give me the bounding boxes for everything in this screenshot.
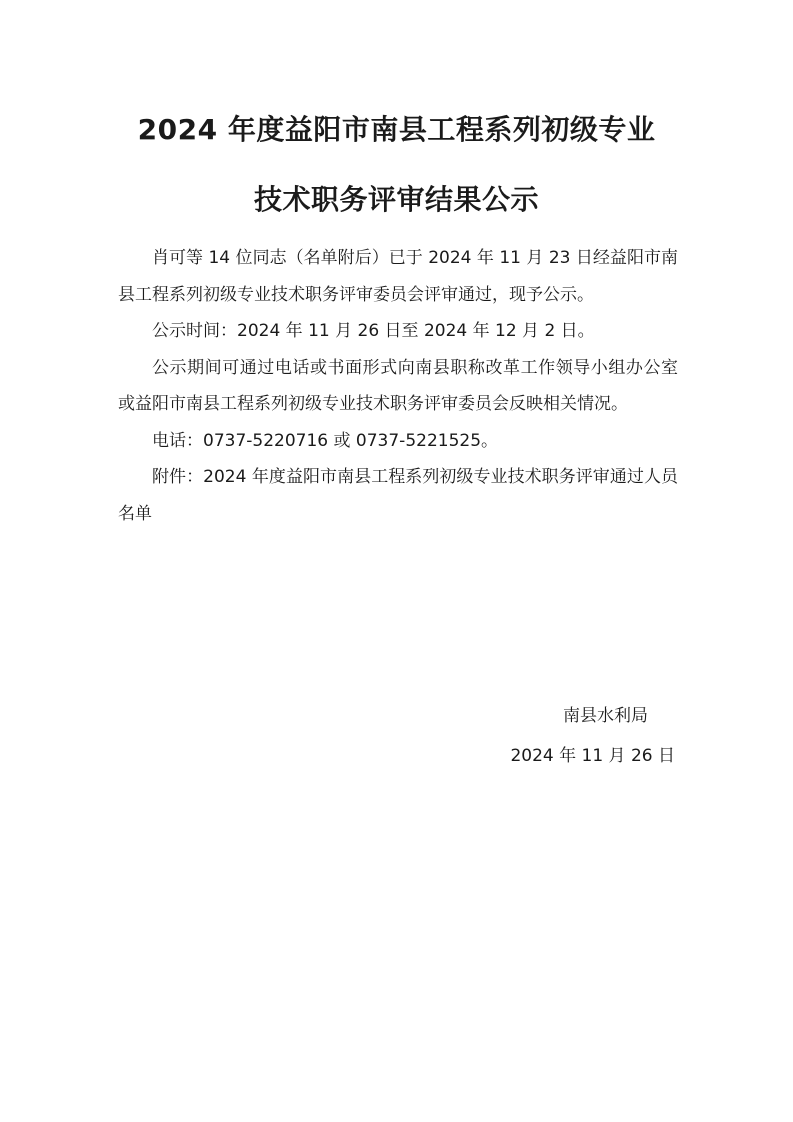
paragraph-publicity-period: 公示时间：2024 年 11 月 26 日至 2024 年 12 月 2 日。 (152, 321, 595, 341)
signature-organization: 南县水利局 (563, 706, 648, 726)
paragraph-feedback-channel: 公示期间可通过电话或书面形式向南县职称改革工作领导小组办公室或益阳市南县工程系列初级专业技术职务评审委员会反映相关情况。 (118, 357, 678, 414)
document-title-line-2: 技术职务评审结果公示 (253, 183, 539, 216)
document-body (118, 240, 678, 532)
signature-date: 2024 年 11 月 26 日 (510, 746, 675, 766)
document-title-line-1: 2024 年度益阳市南县工程系列初级专业 (137, 113, 656, 146)
paragraph-phone: 电话：0737-5220716 或 0737-5221525。 (152, 430, 499, 451)
paragraph-attachment: 附件：2024 年度益阳市南县工程系列初级专业技术职务评审通过人员名单 (118, 467, 678, 524)
paragraph-announcement: 肖可等 14 位同志（名单附后）已于 2024 年 11 月 23 日经益阳市南县工程系列初级专业技术职务评审委员会评审通过，现予公示。 (118, 248, 678, 305)
